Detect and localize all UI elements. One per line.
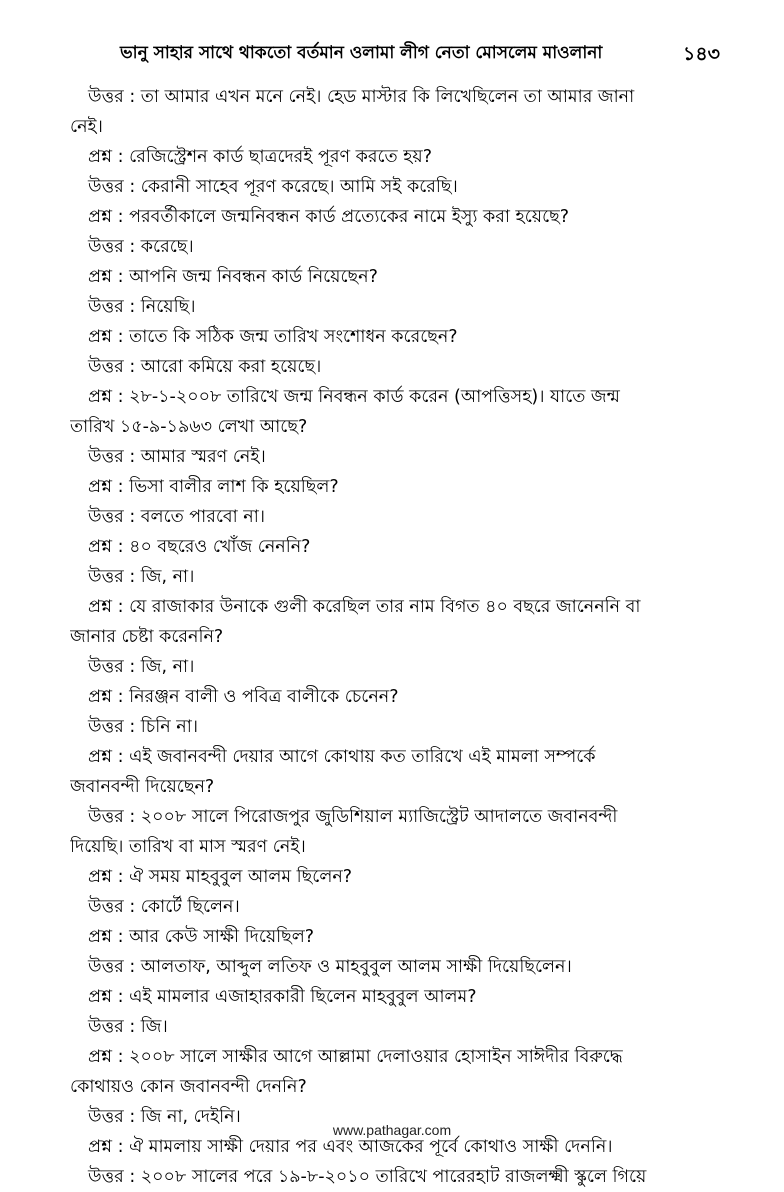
text-line: প্রশ্ন : আপনি জন্ম নিবন্ধন কার্ড নিয়েছেন? [88,267,378,287]
text-line: প্রশ্ন : তাতে কি সঠিক জন্ম তারিখ সংশোধন করেছেন? [88,327,458,347]
text-line: প্রশ্ন : রেজিস্ট্রেশন কার্ড ছাত্রদেরই পূরণ করতে হয়? [88,147,432,167]
text-line: জানার চেষ্টা করেননি? [70,627,224,647]
text-line: প্রশ্ন : পরবর্তীকালে জন্মনিবন্ধন কার্ড প্রত্যেকের নামে ইস্যু করা হয়েছে? [88,207,570,227]
text-line: উত্তর : কেরানী সাহেব পূরণ করেছে। আমি সই করেছি। [88,177,458,197]
text-line: প্রশ্ন : ২০০৮ সালে সাক্ষীর আগে আল্লামা দেলাওয়ার হোসাইন সাঈদীর বিরুদ্ধে [88,1047,623,1067]
text-line: তারিখ ১৫-৯-১৯৬৩ লেখা আছে? [70,417,308,437]
text-line: প্রশ্ন : ৪০ বছরেও খোঁজ নেননি? [88,537,311,557]
text-line: উত্তর : কোর্টে ছিলেন। [88,897,240,917]
page-header [120,40,720,66]
text-line: উত্তর : জি, না। [88,567,195,587]
page-number: ১৪৩ [682,43,720,65]
text-line: উত্তর : আমার স্মরণ নেই। [88,447,266,467]
text-line: উত্তর : আলতাফ, আব্দুল লতিফ ও মাহবুবুল আলম সাক্ষী দিয়েছিলেন। [88,957,572,977]
text-line: উত্তর : জি। [88,1017,168,1037]
page-body [70,82,722,1192]
text-line: প্রশ্ন : এই মামলার এজাহারকারী ছিলেন মাহবুবুল আলম? [88,987,477,1007]
text-line: জবানবন্দী দিয়েছেন? [70,777,215,797]
text-line: প্রশ্ন : নিরঞ্জন বালী ও পবিত্র বালীকে চেনেন? [88,687,399,707]
text-line: প্রশ্ন : ঐ সময় মাহবুবুল আলম ছিলেন? [88,867,353,887]
text-line: উত্তর : তা আমার এখন মনে নেই। হেড মাস্টার কি লিখেছিলেন তা আমার জানা [88,87,635,107]
text-line: উত্তর : ২০০৮ সালের পরে ১৯-৮-২০১০ তারিখে পারেরহাট রাজলক্ষ্মী স্কুলে গিয়ে [88,1167,647,1187]
footer-website: www.pathagar.com [332,1122,452,1138]
text-line: প্রশ্ন : এই জবানবন্দী দেয়ার আগে কোথায় কত তারিখে এই মামলা সম্পর্কে [88,747,596,767]
text-line: উত্তর : করেছে। [88,237,194,257]
running-title: ভানু সাহার সাথে থাকতো বর্তমান ওলামা লীগ নেতা মোসলেম মাওলানা [120,43,603,63]
text-line: প্রশ্ন : ঐ মামলায় সাক্ষী দেয়ার পর এবং আজকের পূর্বে কোথাও সাক্ষী দেননি। [88,1137,613,1157]
text-line: উত্তর : নিয়েছি। [88,297,196,317]
text-line: উত্তর : জি, না। [88,657,195,677]
text-line: উত্তর : চিনি না। [88,717,199,737]
text-line: উত্তর : বলতে পারবো না। [88,507,266,527]
text-line: কোথায়ও কোন জবানবন্দী দেননি? [70,1077,307,1097]
text-line: উত্তর : আরো কমিয়ে করা হয়েছে। [88,357,322,377]
text-line: প্রশ্ন : আর কেউ সাক্ষী দিয়েছিল? [88,927,315,947]
text-line: উত্তর : জি না, দেইনি। [88,1107,241,1127]
text-line: উত্তর : ২০০৮ সালে পিরোজপুর জুডিশিয়াল ম্যাজিস্ট্রেট আদালতে জবানবন্দী [88,807,618,827]
text-line: প্রশ্ন : ভিসা বালীর লাশ কি হয়েছিল? [88,477,339,497]
text-line: প্রশ্ন : যে রাজাকার উনাকে গুলী করেছিল তার নাম বিগত ৪০ বছরে জানেননি বা [88,597,641,617]
text-line: দিয়েছি। তারিখ বা মাস স্মরণ নেই। [70,837,306,857]
text-line: প্রশ্ন : ২৮-১-২০০৮ তারিখে জন্ম নিবন্ধন কার্ড করেন (আপত্তিসহ)। যাতে জন্ম [88,387,620,407]
text-line: নেই। [70,117,103,137]
